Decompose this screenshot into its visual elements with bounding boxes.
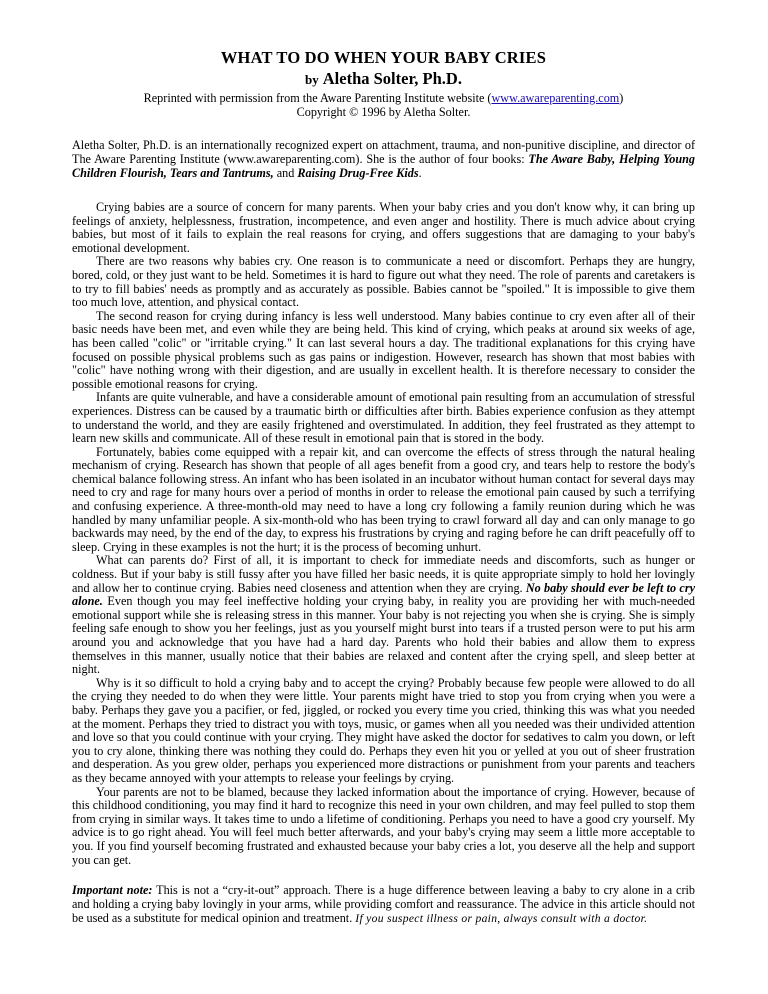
document-page xyxy=(72,48,695,926)
reprint-suffix: ) xyxy=(619,91,624,105)
byline xyxy=(72,68,695,91)
bio-books: The Aware Baby, Helping Young Children Flourish, Tears and Tantrums, xyxy=(72,152,695,180)
author-name: Aletha Solter, Ph.D. xyxy=(322,69,462,88)
paragraph-7: Why is it so difficult to hold a crying baby and to accept the crying? Probably because few people were allowed to do all the crying they needed to do when they were little. Your parents might have tried to stop you from crying when you were a baby. Perhaps they gave you a pacifier, or fed, jiggled, or rocked you every time you cried, thinking this was what you needed at the moment. Perhaps they tried to distract you with toys, music, or games when all you needed was their undivided attention and love so that you could continue with your crying. They might have asked the doctor for sedatives to calm you down, or left you to cry alone, thinking there was nothing they could do. Perhaps they even hit you or yelled at you out of sheer frustration and desperation. As you grew older, perhaps you experienced more distractions or punishment from your parents and teachers as they became annoyed with your attempts to release your feelings by crying. xyxy=(72,675,695,785)
paragraph-5: Fortunately, babies come equipped with a repair kit, and can overcome the effects of stress through the natural healing mechanism of crying. Research has shown that people of all ages benefit from a good cry, and tears help to restore the body's chemical balance following stress. An infant who has been isolated in an incubator without human contact for several days may need to cry and rage for many hours over a period of months in order to release the emotional pain caused by such a terrifying and confusing experience. A three-month-old may need to have a long cry following a family reunion during which he was handled by many unfamiliar people. A six-month-old who has been trying to crawl forward all day and can only manage to go backwards may need, by the end of the day, to express his frustrations by crying and raging before he can drift peacefully off to sleep. Crying in these examples is not the hurt; it is the process of becoming unhurt. xyxy=(72,444,695,554)
paragraph-8: Your parents are not to be blamed, because they lacked information about the importance of crying. However, because of this childhood conditioning, you may find it hard to recognize this need in your own children, and may feel pulled to stop them from crying in similar ways. It takes time to undo a lifetime of conditioning. Perhaps you need to have a good cry yourself. My advice is to go right ahead. You will feel much better afterwards, and your baby's crying may seem a little more acceptable to you. If you find yourself becoming frustrated and exhausted because your baby cries a lot, you deserve all the help and support you can get. xyxy=(72,784,695,867)
bio-last-book: Raising Drug-Free Kids xyxy=(297,166,419,180)
bio-end: . xyxy=(418,166,422,180)
paragraph-2: There are two reasons why babies cry. One reason is to communicate a need or discomfort. Perhaps they are hungry, bored, cold, or they just want to be held. Sometimes it is hard to figure out what they need. The role of parents and caretakers is to try to fill babies' needs as promptly and as accurately as possible. Babies cannot be "spoiled." It is impossible to give them too much love, attention, and physical contact. xyxy=(72,254,695,310)
author-bio xyxy=(72,138,695,180)
note-text: This is not a “cry-it-out” approach. There is a huge difference between leaving a baby to cry alone in a crib and holding a crying baby lovingly in your arms, while providing comfort and reassurance. The advice in this article should not be used as a substitute for medical opinion and treatment. xyxy=(72,883,695,926)
copyright-notice: Copyright © 1996 by Aletha Solter. xyxy=(296,105,471,119)
important-note xyxy=(72,883,695,926)
note-ending: If you suspect illness or pain, always consult with a doctor. xyxy=(355,912,648,926)
paragraph-6 xyxy=(72,554,695,676)
emphasis-statement: No baby should ever be left to cry alone. xyxy=(72,580,695,609)
bio-and: and xyxy=(273,166,298,180)
paragraph-1: Crying babies are a source of concern for many parents. When your baby cries and you don't know why, it can bring up feelings of anxiety, helplessness, frustration, incompetence, and even anger and hostility. There is much advice about crying babies, but most of it fails to explain the real reasons for crying, and offers suggestions that are damaging to your baby's emotional development. xyxy=(72,200,695,255)
paragraph-6-end: Even though you may feel ineffective holding your crying baby, in reality you are providing her with much-needed emotional support while she is releasing stress in this manner. Your baby is not rejecting you when she is crying. She is simply feeling safe enough to show you her feelings, just as you yourself might burst into tears if a trusted person were to put his arm around you and acknowledge that you have had a hard day. Parents who hold their babies and allow them to express themselves in this manner, usually notice that their babies are relaxed and content after the crying spell, and sleep better at night. xyxy=(72,594,695,677)
website-link[interactable]: www.awareparenting.com xyxy=(491,91,620,105)
paragraph-6-start: What can parents do? First of all, it is important to check for immediate needs and discomforts, such as hunger or coldness. But if your baby is still fussy after you have filled her basic needs, it is quite appropriate simply to hold her lovingly and allow her to continue crying. Babies need closeness and attention when they are crying. xyxy=(72,553,695,595)
page-title: WHAT TO DO WHEN YOUR BABY CRIES xyxy=(220,48,547,67)
reprint-notice xyxy=(72,91,695,105)
paragraph-3: The second reason for crying during infancy is less well understood. Many babies continue to cry even after all of their basic needs have been met, and even while they are being held. This kind of crying, which peaks at around six weeks of age, has been called "colic" or "irritable crying." It can last several hours a day. The traditional explanations for this crying have focused on possible physical problems such as gas pains or indigestion. However, research has shown that most babies with "colic" have nothing wrong with their digestion, and are usually in excellent health. It is therefore necessary to consider the possible emotional reasons for crying. xyxy=(72,308,695,391)
paragraph-4: Infants are quite vulnerable, and have a considerable amount of emotional pain resulting from an accumulation of stressful experiences. Distress can be caused by a traumatic birth or difficulties after birth. Babies experience confusion as they attempt to understand the world, and they are easily frightened and overstimulated. In addition, they feel frustrated as they attempt to learn new skills and communicate. All of these result in emotional pain that is stored in the body. xyxy=(72,390,695,446)
bio-text: Aletha Solter, Ph.D. is an internationally recognized expert on attachment, trauma, and non-punitive discipline, and director of The Aware Parenting Institute (www.awareparenting.com). She is the author of four books: xyxy=(72,138,695,166)
article-body xyxy=(72,201,695,867)
note-label: Important note: xyxy=(72,883,153,898)
reprint-prefix: Reprinted with permission from the Aware Parenting Institute website ( xyxy=(143,91,492,105)
byline-by: by xyxy=(305,72,319,87)
